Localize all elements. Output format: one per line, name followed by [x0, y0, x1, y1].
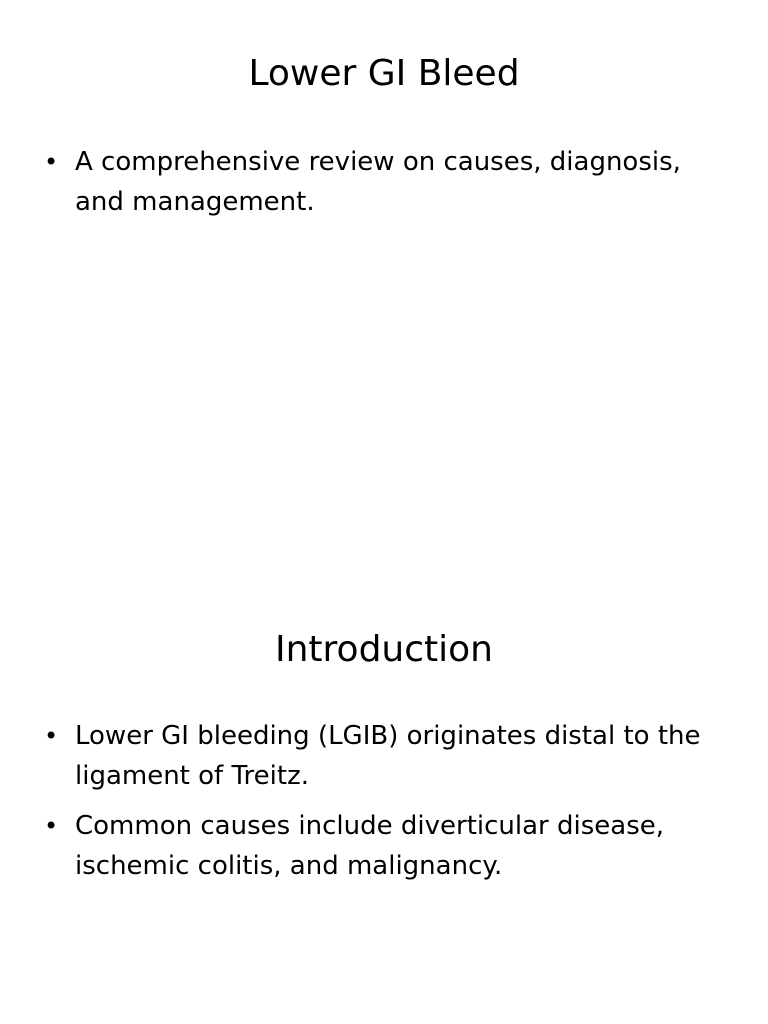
bullet-text: Common causes include diverticular disease, ischemic colitis, and malignancy.	[75, 811, 664, 881]
list-item	[44, 806, 734, 886]
bullet-list	[44, 716, 734, 896]
slide-title: Lower GI Bleed	[248, 53, 520, 94]
bullet-icon: •	[44, 812, 59, 840]
list-item	[44, 716, 734, 796]
bullet-icon: •	[44, 722, 59, 750]
list-item	[44, 142, 734, 222]
bullet-text: A comprehensive review on causes, diagnosis, and management.	[75, 147, 681, 217]
slide-introduction	[0, 576, 768, 1024]
bullet-icon: •	[44, 148, 59, 176]
bullet-text: Lower GI bleeding (LGIB) originates distal to the ligament of Treitz.	[75, 721, 701, 791]
slide-title: Introduction	[274, 629, 493, 670]
bullet-list	[44, 142, 734, 232]
